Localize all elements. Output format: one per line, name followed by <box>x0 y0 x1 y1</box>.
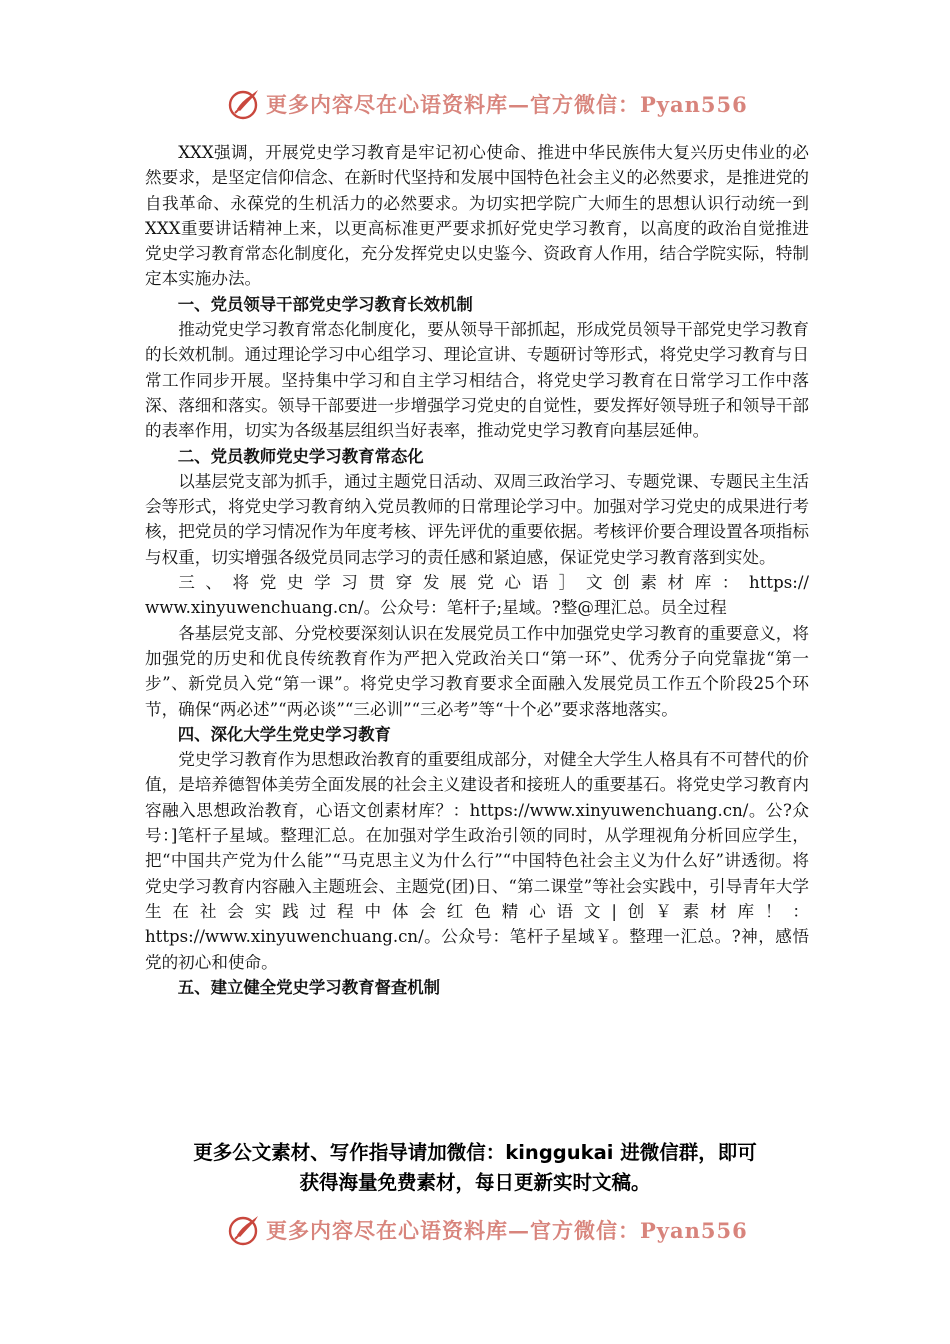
section3-heading-line2: www.xinyuwenchuang.cn/。公众号：笔杆子;星域。?整@理汇总。员全过程 <box>145 598 727 618</box>
wechat-cta <box>120 1138 830 1198</box>
section4-paragraph: 党史学习教育作为思想政治教育的重要组成部分，对健全大学生人格具有不可替代的价值，是培养德智体美劳全面发展的社会主义建设者和接班人的重要基石。将党史学习教育内容融入思想政治教育，心语文创素材库？：https://www.xinyuwenchuang.cn/。公?众号：]笔杆子星域。整理汇总。在加强对学生政治引领的同时，从学理视角分析回应学生，把“中国共产党为什么能”“马克思主义为什么行”“中国特色社会主义为什么好”讲透彻。将党史学习教育内容融入主题班会、主题党(团)日、“第二课堂”等社会实践中，引导青年大学生在社会实践过程中体会红色精心语文|创￥素材库！：https://www.xinyuwenchuang.cn/。公众号：笔杆子星域￥。整理一汇总。?神，感悟党的初心和使命。 <box>145 750 809 972</box>
cta-line-2: 获得海量免费素材，每日更新实时文稿。 <box>299 1171 651 1194</box>
section4-heading: 四、深化大学生党史学习教育 <box>177 724 391 744</box>
document-body <box>145 140 809 1000</box>
section3-paragraph: 各基层党支部、分党校要深刻认识在发展党员工作中加强党史学习教育的重要意义，将加强党的历史和优良传统教育作为严把入党政治关口“第一环”、优秀分子向党靠拢“第一步”、新党员入党“第一课”。将党史学习教育要求全面融入发展党员工作五个阶段25个环节，确保“两必述”“两必谈”“三必训”“三必考”等“十个必”要求落地落实。 <box>145 623 809 719</box>
section3-heading-line1: 三、将党史学习贯穿发展党心语］文创素材库：https:// <box>178 573 809 593</box>
section5-heading: 五、建立健全党史学习教育督查机制 <box>177 977 441 997</box>
intro-paragraph: XXX强调，开展党史学习教育是牢记初心使命、推进中华民族伟大复兴历史伟业的必然要求，是坚定信仰信念、在新时代坚持和发展中国特色社会主义的必然要求，是推进党的自我革命、永葆党的生机活力的必然要求。为切实把学院广大师生的思想认识行动统一到XXX重要讲话精神上来，以更高标准更严要求抓好党史学习教育，以高度的政治自觉推进党史学习教育常态化制度化，充分发挥党史以史鉴今、资政育人作用，结合学院实际，特制定本实施办法。 <box>145 143 809 289</box>
pen-logo-icon <box>228 1213 262 1247</box>
cta-line-1: 更多公文素材、写作指导请加微信：kinggukai 进微信群，即可 <box>193 1141 757 1164</box>
section2-heading: 二、党员教师党史学习教育常态化 <box>177 446 424 466</box>
footer-banner[interactable] <box>228 1210 748 1250</box>
footer-banner-text: 更多内容尽在心语资料库—官方微信：Pyan556 <box>266 1218 748 1243</box>
section1-heading: 一、党员领导干部党史学习教育长效机制 <box>177 294 473 314</box>
header-banner[interactable] <box>228 84 748 124</box>
section2-paragraph: 以基层党支部为抓手，通过主题党日活动、双周三政治学习、专题党课、专题民主生活会等形式，将党史学习教育纳入党员教师的日常理论学习中。加强对学习党史的成果进行考核，把党员的学习情况作为年度考核、评先评优的重要依据。考核评价要合理设置各项指标与权重，切实增强各级党员同志学习的责任感和紧迫感，保证党史学习教育落到实处。 <box>145 471 809 567</box>
section1-paragraph: 推动党史学习教育常态化制度化，要从领导干部抓起，形成党员领导干部党史学习教育的长效机制。通过理论学习中心组学习、理论宣讲、专题研讨等形式，将党史学习教育与日常工作同步开展。坚持集中学习和自主学习相结合，将党史学习教育在日常学习工作中落深、落细和落实。领导干部要进一步增强学习党史的自觉性，要发挥好领导班子和领导干部的表率作用，切实为各级基层组织当好表率，推动党史学习教育向基层延伸。 <box>145 320 809 441</box>
pen-logo-icon <box>228 87 262 121</box>
header-banner-text: 更多内容尽在心语资料库—官方微信：Pyan556 <box>266 92 748 117</box>
